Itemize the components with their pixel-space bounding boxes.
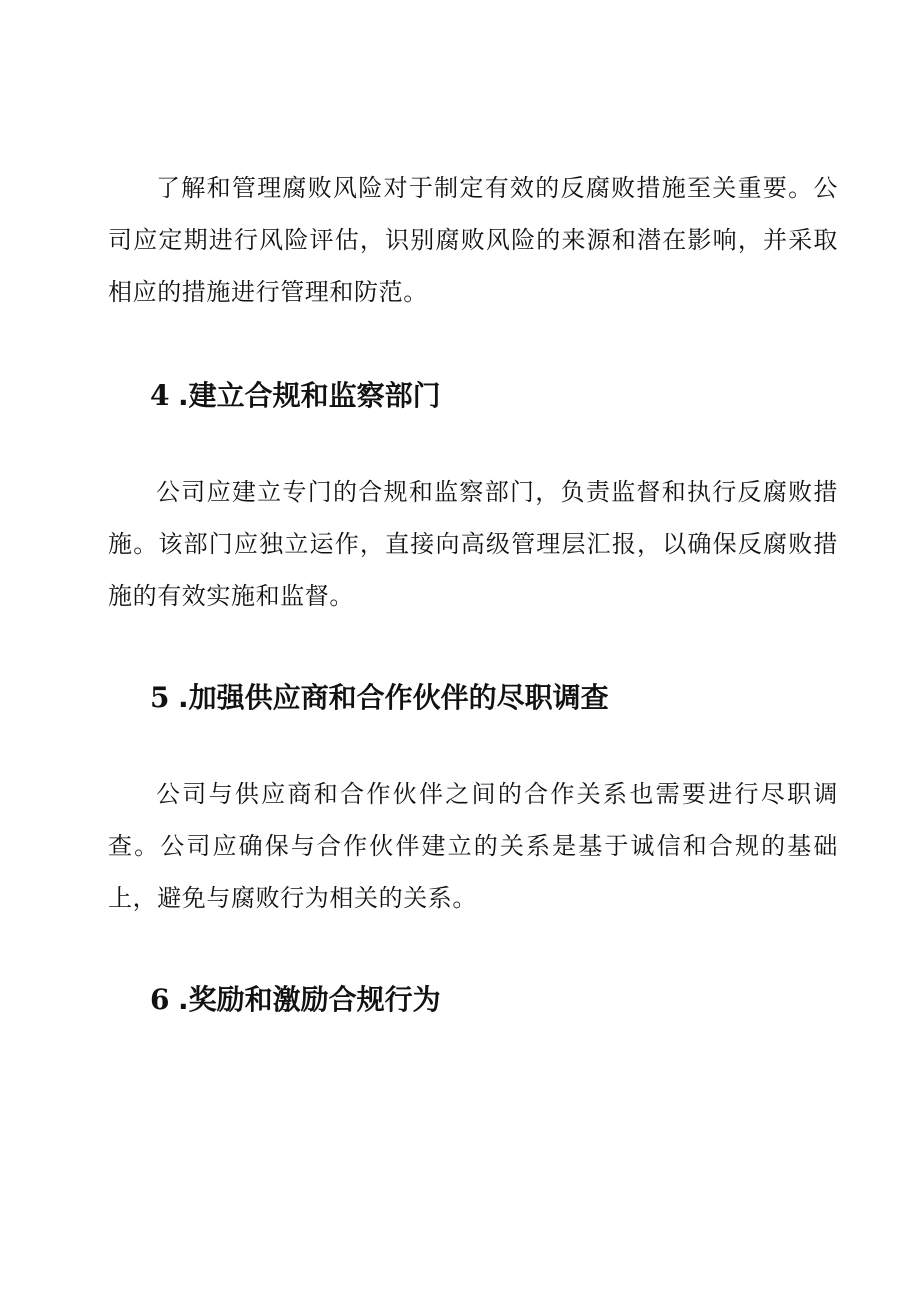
section-heading-4 [150,376,441,416]
paragraph-compliance-department: 公司应建立专门的合规和监察部门，负责监督和执行反腐败措施。该部门应独立运作，直接向高级管理层汇报，以确保反腐败措施的有效实施和监督。 [108,478,838,610]
paragraph-due-diligence: 公司与供应商和合作伙伴之间的合作关系也需要进行尽职调查。公司应确保与合作伙伴建立的关系是基于诚信和合规的基础上，避免与腐败行为相关的关系。 [108,780,838,912]
section-title: .建立合规和监察部门 [178,379,441,412]
section-number: 5 [150,681,170,714]
section-heading-6 [150,980,441,1020]
section-heading-5 [150,678,609,718]
paragraph-risk-management: 了解和管理腐败风险对于制定有效的反腐败措施至关重要。公司应定期进行风险评估，识别腐败风险的来源和潜在影响，并采取相应的措施进行管理和防范。 [108,174,838,306]
section-title: .奖励和激励合规行为 [178,983,441,1016]
section-number: 6 [150,983,170,1016]
section-title: .加强供应商和合作伙伴的尽职调查 [178,681,609,714]
section-number: 4 [150,379,170,412]
